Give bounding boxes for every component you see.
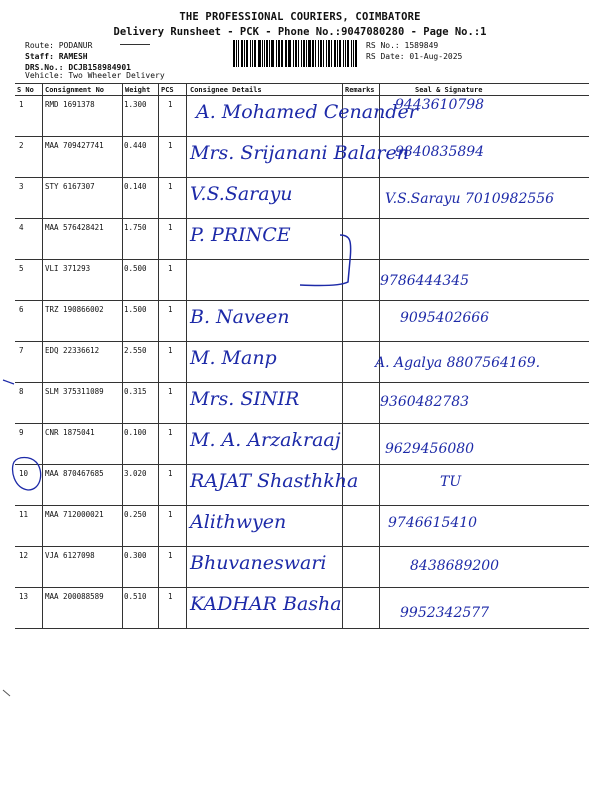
table-cell-cons: MAA 576428421 — [45, 223, 104, 232]
table-cell-pcs: 1 — [168, 551, 173, 560]
column-header: S No — [17, 86, 34, 94]
signature-handwriting: 9443610798 — [395, 97, 485, 113]
signature-handwriting: 9746615410 — [388, 515, 478, 531]
table-cell-pcs: 1 — [168, 346, 173, 355]
table-cell-pcs: 1 — [168, 100, 173, 109]
consignee-handwriting: Bhuvaneswari — [190, 552, 327, 574]
column-header: PCS — [161, 86, 174, 94]
table-cell-weight: 0.100 — [124, 428, 147, 437]
rs-no-label: RS No.: 1589849 — [366, 41, 439, 50]
table-cell-pcs: 1 — [168, 305, 173, 314]
table-cell-weight: 2.550 — [124, 346, 147, 355]
table-cell-sno: 4 — [19, 223, 24, 232]
consignee-handwriting: B. Naveen — [190, 306, 290, 328]
consignee-handwriting: Alithwyen — [190, 511, 287, 533]
table-cell-cons: MAA 712000021 — [45, 510, 104, 519]
table-cell-sno: 12 — [19, 551, 29, 560]
signature-handwriting: 9952342577 — [400, 605, 490, 621]
consignee-handwriting: M. Manp — [190, 347, 277, 369]
consignee-handwriting: M. A. Arzakraaj — [190, 429, 341, 451]
column-header: Weight — [125, 86, 151, 94]
table-cell-pcs: 1 — [168, 510, 173, 519]
company-title: THE PROFESSIONAL COURIERS, COIMBATORE — [179, 11, 421, 23]
table-cell-cons: MAA 200088589 — [45, 592, 104, 601]
table-cell-weight: 0.300 — [124, 551, 147, 560]
route-label: Route: PODANUR — [25, 41, 93, 50]
column-header: Consignment No — [45, 86, 105, 94]
table-cell-weight: 0.500 — [124, 264, 147, 273]
table-cell-sno: 8 — [19, 387, 24, 396]
consignee-handwriting: Mrs. Srijanani Balaren — [190, 142, 409, 164]
table-cell-cons: EDQ 22336612 — [45, 346, 100, 355]
table-cell-weight: 1.750 — [124, 223, 147, 232]
column-header: Remarks — [345, 86, 375, 94]
table-cell-sno: 5 — [19, 264, 24, 273]
table-cell-sno: 6 — [19, 305, 24, 314]
table-cell-cons: VJA 6127098 — [45, 551, 95, 560]
signature-handwriting: 9786444345 — [380, 273, 470, 289]
signature-handwriting: V.S.Sarayu 7010982556 — [385, 191, 555, 207]
table-cell-pcs: 1 — [168, 387, 173, 396]
table-cell-cons: RMD 1691378 — [45, 100, 95, 109]
table-cell-weight: 1.500 — [124, 305, 147, 314]
table-cell-sno: 7 — [19, 346, 24, 355]
table-cell-sno: 1 — [19, 100, 24, 109]
table-cell-weight: 0.140 — [124, 182, 147, 191]
table-cell-pcs: 1 — [168, 182, 173, 191]
column-header: Consignee Details — [190, 86, 262, 94]
table-cell-pcs: 1 — [168, 469, 173, 478]
table-cell-sno: 3 — [19, 182, 24, 191]
signature-handwriting: 9095402666 — [400, 310, 490, 326]
table-cell-weight: 0.250 — [124, 510, 147, 519]
runsheet-title: Delivery Runsheet - PCK - Phone No.:9047080280 - Page No.:1 — [113, 26, 487, 38]
consignee-handwriting: RAJAT Shasthkha — [190, 470, 359, 492]
table-cell-weight: 3.020 — [124, 469, 147, 478]
table-cell-cons: SLM 375311089 — [45, 387, 104, 396]
table-cell-cons: MAA 709427741 — [45, 141, 104, 150]
table-cell-cons: VLI 371293 — [45, 264, 91, 273]
vehicle-label: Vehicle: Two Wheeler Delivery — [25, 71, 165, 80]
consignee-handwriting: Mrs. SINIR — [190, 388, 300, 410]
table-cell-pcs: 1 — [168, 264, 173, 273]
drs-label: DRS.No.: DCJB158984901 — [25, 63, 131, 72]
signature-handwriting: TU — [440, 474, 462, 490]
table-cell-weight: 0.315 — [124, 387, 147, 396]
table-cell-cons: STY 6167307 — [45, 182, 95, 191]
table-cell-pcs: 1 — [168, 428, 173, 437]
signature-handwriting: 9629456080 — [385, 441, 475, 457]
column-header: Seal & Signature — [415, 86, 483, 94]
consignee-handwriting: V.S.Sarayu — [190, 183, 293, 205]
table-cell-sno: 11 — [19, 510, 29, 519]
consignee-handwriting: P. PRINCE — [190, 224, 291, 246]
consignee-handwriting: KADHAR Basha — [190, 593, 342, 615]
table-cell-weight: 1.300 — [124, 100, 147, 109]
table-cell-pcs: 1 — [168, 592, 173, 601]
table-cell-cons: CNR 1875041 — [45, 428, 95, 437]
table-cell-sno: 13 — [19, 592, 29, 601]
table-cell-sno: 2 — [19, 141, 24, 150]
table-cell-pcs: 1 — [168, 223, 173, 232]
signature-handwriting: 9360482783 — [380, 394, 470, 410]
table-cell-pcs: 1 — [168, 141, 173, 150]
staff-label: Staff: RAMESH — [25, 52, 88, 61]
table-cell-weight: 0.510 — [124, 592, 147, 601]
table-cell-sno: 9 — [19, 428, 24, 437]
table-cell-weight: 0.440 — [124, 141, 147, 150]
signature-handwriting: A. Agalya 8807564169. — [375, 355, 541, 371]
rs-date-label: RS Date: 01-Aug-2025 — [366, 52, 463, 61]
table-cell-sno: 10 — [19, 469, 29, 478]
consignee-handwriting: A. Mohamed Cenander — [196, 101, 418, 123]
table-cell-cons: MAA 870467685 — [45, 469, 104, 478]
signature-handwriting: 8438689200 — [410, 558, 500, 574]
signature-handwriting: 9840835894 — [395, 144, 485, 160]
table-cell-cons: TRZ 190866002 — [45, 305, 104, 314]
